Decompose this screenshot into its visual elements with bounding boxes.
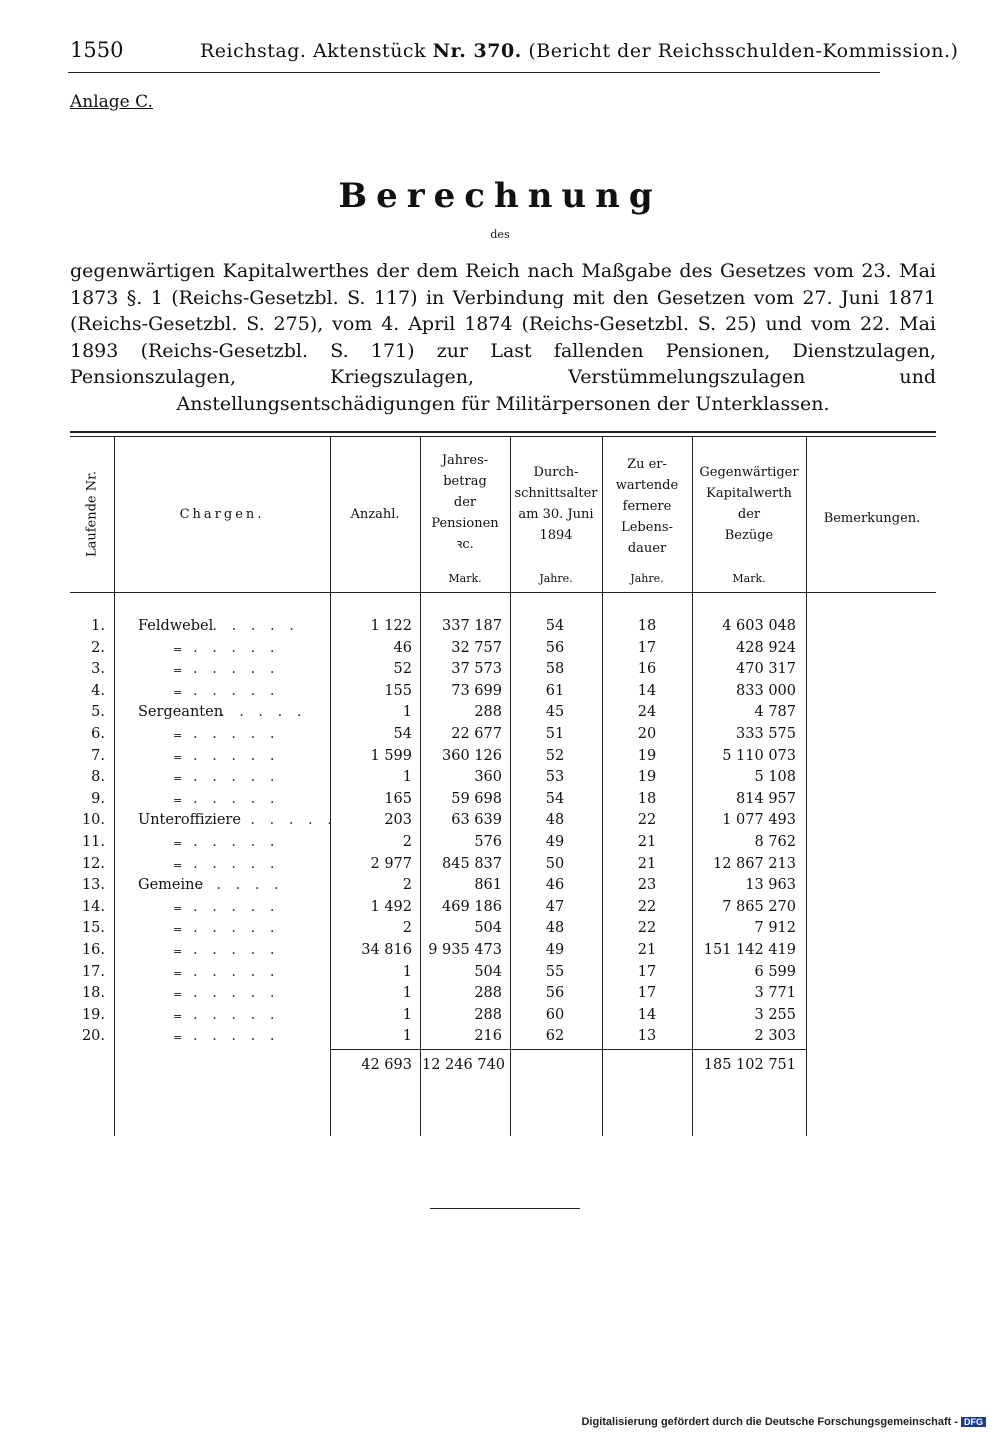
row-age: 54: [545, 790, 565, 807]
table-row: [70, 1007, 810, 1029]
row-count: 34 816: [361, 942, 412, 958]
row-annual: 360 126: [442, 747, 502, 764]
row-number: 16.: [81, 942, 105, 958]
row-count: 1: [402, 769, 412, 786]
header-age-line: am 30. Juni: [518, 507, 594, 522]
leader-dots: . . . . .: [193, 661, 280, 678]
row-age: 62: [545, 1028, 565, 1045]
table-top-rule: [70, 431, 936, 433]
table-row: [70, 640, 810, 662]
row-life: 21: [637, 942, 657, 958]
row-age: 61: [545, 682, 565, 699]
row-age: 48: [545, 812, 565, 829]
row-age: 60: [545, 1006, 565, 1023]
rank-label: Unteroffiziere: [138, 812, 241, 829]
table-row: [70, 1028, 810, 1050]
row-life: 17: [637, 963, 657, 980]
row-life: 21: [637, 855, 657, 872]
header-annual: [422, 450, 508, 555]
row-annual: 22 677: [451, 726, 502, 742]
row-life: 21: [637, 834, 657, 850]
row-annual: 288: [474, 1006, 502, 1023]
row-number: 3.: [91, 661, 105, 678]
row-number: 10.: [81, 812, 105, 829]
row-age: 56: [545, 985, 565, 1002]
row-count: 1: [402, 704, 412, 721]
table-row: [70, 812, 810, 834]
row-number: 15.: [81, 920, 105, 937]
dfg-logo: DFG: [961, 1417, 986, 1427]
table-row: [70, 704, 810, 726]
row-count: 2 977: [370, 855, 412, 872]
ditto-mark: =: [173, 988, 183, 1002]
row-number: 14.: [81, 898, 105, 915]
ditto-mark: =: [173, 685, 183, 699]
total-count: 42 693: [361, 1057, 412, 1073]
row-capital: 7 912: [754, 920, 796, 937]
unit-age: Jahre.: [539, 572, 573, 585]
row-capital: 8 762: [754, 834, 796, 850]
row-annual: 288: [474, 704, 502, 721]
table-row: [70, 985, 810, 1007]
unit-capital: Mark.: [732, 572, 766, 585]
leader-dots: . . . . .: [193, 920, 280, 937]
header-age: [512, 462, 600, 546]
row-annual: 845 837: [442, 855, 502, 872]
digitization-footer: [581, 1416, 986, 1428]
row-age: 56: [545, 639, 565, 656]
row-count: 155: [384, 682, 412, 699]
row-age: 47: [545, 898, 565, 915]
table-row: [70, 834, 810, 856]
row-count: 2: [402, 834, 412, 850]
row-annual: 360: [474, 769, 502, 786]
header-life-line: Zu er-: [627, 457, 667, 472]
header-capital: [694, 462, 804, 546]
ditto-mark: =: [173, 642, 183, 656]
row-age: 52: [545, 747, 565, 764]
row-annual: 469 186: [442, 898, 502, 915]
leader-dots: . . . . .: [193, 1006, 280, 1023]
leader-dots: . . . . .: [250, 812, 337, 829]
row-age: 54: [545, 618, 565, 634]
header-remarks: Bemerkungen.: [823, 511, 921, 526]
row-rank: [138, 812, 337, 829]
title-connector: des: [490, 228, 510, 241]
table-row: [70, 791, 810, 813]
row-capital: 3 771: [754, 985, 796, 1002]
leader-dots: . . . . .: [193, 769, 280, 786]
row-annual: 73 699: [451, 682, 502, 699]
header-age-line: schnittsalter: [514, 486, 598, 501]
unit-life: Jahre.: [630, 572, 664, 585]
row-capital: 4 787: [754, 704, 796, 721]
row-life: 22: [637, 812, 657, 829]
row-number: 11.: [81, 834, 105, 850]
unit-annual: Mark.: [448, 572, 482, 585]
row-capital: 4 603 048: [722, 618, 796, 634]
page-number: 1550: [70, 38, 124, 62]
leader-dots: . . . . .: [193, 639, 280, 656]
row-capital: 2 303: [754, 1028, 796, 1045]
row-life: 19: [637, 747, 657, 764]
row-annual: 504: [474, 920, 502, 937]
row-capital: 151 142 419: [703, 942, 796, 958]
leader-dots: . . . . .: [193, 834, 280, 850]
row-age: 49: [545, 834, 565, 850]
row-number: 13.: [81, 877, 105, 894]
row-count: 1 122: [370, 618, 412, 634]
header-life-line: Lebens-: [621, 520, 673, 535]
row-count: 52: [393, 661, 412, 678]
footer-text: Digitalisierung gefördert durch die Deutsche Forschungsgemeinschaft -: [581, 1416, 958, 1428]
total-annual: 12 246 740: [422, 1057, 506, 1073]
row-rank: [138, 877, 313, 893]
row-annual: 216: [474, 1028, 502, 1045]
row-number: 7.: [91, 747, 105, 764]
row-count: 46: [393, 639, 412, 656]
row-capital: 428 924: [736, 639, 796, 656]
leader-dots: . . . . .: [220, 704, 307, 721]
header-life-line: dauer: [627, 541, 667, 556]
row-life: 18: [637, 618, 657, 634]
header-annual-line: der: [453, 495, 477, 510]
row-number: 1.: [91, 618, 105, 634]
row-life: 19: [637, 769, 657, 786]
leader-dots: . . . . .: [193, 855, 280, 872]
rank-label: Feldwebel: [138, 618, 214, 634]
table-row: [70, 769, 810, 791]
table-row: [70, 856, 810, 878]
row-age: 49: [545, 942, 565, 958]
row-count: 2: [402, 877, 412, 894]
table-row: [70, 942, 810, 964]
row-life: 20: [637, 726, 657, 742]
row-life: 17: [637, 985, 657, 1002]
row-count: 1: [402, 1006, 412, 1023]
header-life-line: fernere: [622, 499, 672, 514]
row-count: 1: [402, 985, 412, 1002]
running-head-suffix: (Bericht der Reichsschulden-Kommission.): [528, 40, 959, 62]
header-capital-line: der: [737, 507, 761, 522]
end-rule: [430, 1208, 580, 1209]
row-count: 1: [402, 1028, 412, 1045]
header-count: Anzahl.: [350, 507, 400, 522]
ditto-mark: =: [173, 945, 183, 958]
header-life: [604, 454, 690, 559]
row-number: 12.: [81, 855, 105, 872]
row-capital: 470 317: [736, 661, 796, 678]
row-number: 9.: [91, 790, 105, 807]
row-age: 55: [545, 963, 565, 980]
table-row: [70, 920, 810, 942]
ditto-mark: =: [173, 1009, 183, 1023]
row-annual: 337 187: [442, 618, 502, 634]
row-capital: 5 108: [754, 769, 796, 786]
ditto-mark: =: [173, 772, 183, 786]
row-number: 17.: [81, 963, 105, 980]
leader-dots: . . . . .: [197, 877, 284, 894]
header-num-label: Laufende Nr.: [84, 470, 100, 558]
row-number: 8.: [91, 769, 105, 786]
row-number: 2.: [91, 639, 105, 656]
leader-dots: . . . . .: [212, 618, 299, 634]
total-capital: 185 102 751: [703, 1057, 796, 1073]
rank-label: Gemeine: [138, 877, 204, 894]
row-count: 203: [384, 812, 412, 829]
row-capital: 6 599: [754, 963, 796, 980]
row-life: 22: [637, 920, 657, 937]
row-number: 19.: [81, 1006, 105, 1023]
header-capital-line: Gegenwärtiger: [699, 465, 799, 480]
row-age: 51: [545, 726, 565, 742]
row-count: 54: [393, 726, 412, 742]
ditto-mark: =: [173, 901, 183, 915]
row-capital: 814 957: [736, 790, 796, 807]
leader-dots: . . . . .: [193, 985, 280, 1002]
row-number: 6.: [91, 726, 105, 742]
row-capital: 5 110 073: [722, 747, 796, 764]
header-age-line: 1894: [539, 528, 573, 543]
row-count: 1 599: [370, 747, 412, 764]
row-number: 5.: [91, 704, 105, 721]
row-age: 58: [545, 661, 565, 678]
row-annual: 9 935 473: [428, 942, 502, 958]
row-count: 2: [402, 920, 412, 937]
table-row: [70, 661, 810, 683]
row-life: 14: [637, 682, 657, 699]
header-annual-line: Pensionen: [431, 516, 499, 531]
row-life: 24: [637, 704, 657, 721]
header-rule: [68, 72, 880, 73]
row-life: 23: [637, 877, 657, 894]
row-life: 14: [637, 1006, 657, 1023]
table-row: [70, 899, 810, 921]
header-num: [72, 440, 112, 588]
row-count: 165: [384, 790, 412, 807]
leader-dots: . . . . .: [193, 963, 280, 980]
row-age: 45: [545, 704, 565, 721]
row-life: 17: [637, 639, 657, 656]
row-age: 46: [545, 877, 565, 894]
header-capital-line: Kapitalwerth: [706, 486, 792, 501]
row-capital: 13 963: [745, 877, 796, 894]
row-capital: 1 077 493: [722, 812, 796, 829]
row-age: 48: [545, 920, 565, 937]
row-rank: [138, 704, 313, 720]
running-head: [200, 40, 958, 62]
leader-dots: . . . . .: [193, 1028, 280, 1045]
row-capital: 12 867 213: [712, 855, 796, 872]
row-age: 50: [545, 855, 565, 872]
row-capital: 333 575: [736, 726, 796, 742]
table-row: [70, 748, 810, 770]
header-annual-line: betrag: [443, 474, 487, 489]
ditto-mark: =: [173, 664, 183, 678]
row-life: 22: [637, 898, 657, 915]
row-count: 1 492: [370, 898, 412, 915]
row-capital: 833 000: [736, 682, 796, 699]
ditto-mark: =: [173, 837, 183, 850]
row-number: 20.: [81, 1028, 105, 1045]
row-annual: 32 757: [451, 639, 502, 656]
ditto-mark: =: [173, 923, 183, 937]
ditto-mark: =: [173, 1031, 183, 1045]
row-number: 18.: [81, 985, 105, 1002]
row-annual: 37 573: [451, 661, 502, 678]
row-annual: 861: [474, 877, 502, 894]
ditto-mark: =: [173, 750, 183, 764]
header-annual-line: Jahres-: [441, 453, 489, 468]
table-totals-row: [70, 1057, 810, 1079]
leader-dots: . . . . .: [193, 682, 280, 699]
table-row: [70, 618, 810, 640]
document-number: Nr. 370.: [432, 40, 522, 62]
ditto-mark: =: [173, 793, 183, 807]
row-capital: 3 255: [754, 1006, 796, 1023]
ditto-mark: =: [173, 858, 183, 872]
header-annual-line: ꝛc.: [456, 537, 474, 552]
page-subtitle: gegenwärtigen Kapitalwerthes der dem Reich nach Maßgabe des Gesetzes vom 23. Mai 1873 §. 1 (Reichs-Gesetzbl. S. 117) in Verbindung mit den Gesetzen vom 27. Juni 1871 (Reichs-Gesetzbl. S. 275), vom 4. April 1874 (Reichs-Gesetzbl. S. 25) und vom 22. Mai 1893 (Reichs-Gesetzbl. S. 171) zur Last fallenden Pensionen, Dienstzulagen, Pensionszulagen, Kriegszulagen, Verstümmelungszulagen und Anstellungsentschädigungen für Militärpersonen der Unterklassen.: [70, 260, 936, 415]
running-head-prefix: Reichstag. Aktenstück: [200, 40, 427, 62]
table-row: [70, 683, 810, 705]
row-count: 1: [402, 963, 412, 980]
header-life-line: wartende: [615, 478, 679, 493]
leader-dots: . . . . .: [193, 790, 280, 807]
row-annual: 576: [474, 834, 502, 850]
row-annual: 63 639: [451, 812, 502, 829]
leader-dots: . . . . .: [193, 726, 280, 742]
ditto-mark: =: [173, 729, 183, 742]
annex-label: Anlage C.: [70, 92, 153, 112]
rank-label: Sergeanten: [138, 704, 224, 721]
header-rank: Chargen.: [179, 507, 265, 522]
leader-dots: . . . . .: [193, 942, 280, 958]
header-capital-line: Bezüge: [724, 528, 774, 543]
table-row: [70, 726, 810, 748]
page-title: Berechnung: [338, 176, 662, 216]
table-row: [70, 964, 810, 986]
row-annual: 59 698: [451, 790, 502, 807]
row-capital: 7 865 270: [722, 898, 796, 915]
row-rank: [138, 618, 313, 634]
row-age: 53: [545, 769, 565, 786]
row-annual: 504: [474, 963, 502, 980]
ditto-mark: =: [173, 966, 183, 980]
row-life: 16: [637, 661, 657, 678]
row-annual: 288: [474, 985, 502, 1002]
row-life: 18: [637, 790, 657, 807]
row-life: 13: [637, 1028, 657, 1045]
leader-dots: . . . . .: [193, 898, 280, 915]
table-row: [70, 877, 810, 899]
leader-dots: . . . . .: [193, 747, 280, 764]
row-number: 4.: [91, 682, 105, 699]
header-age-line: Durch-: [533, 465, 579, 480]
